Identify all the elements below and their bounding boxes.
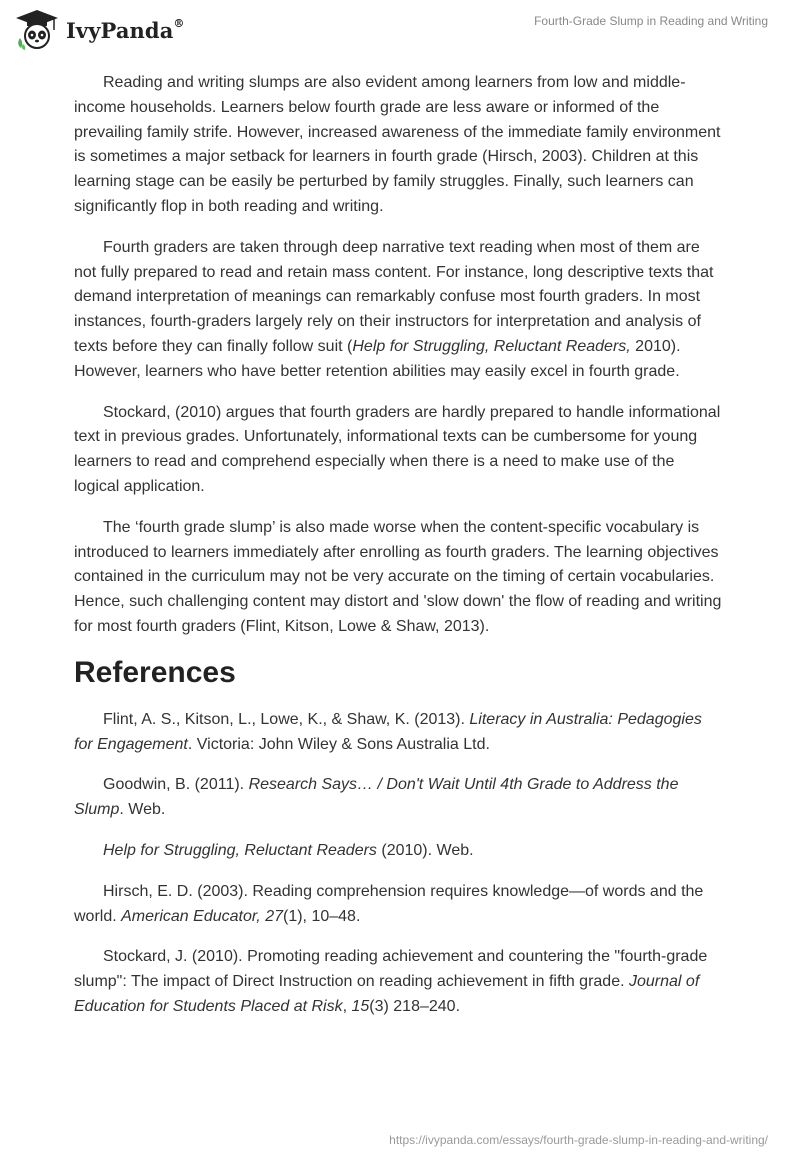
reference-volume: 15 — [351, 997, 370, 1015]
reference-text-end: (3) 218–240. — [369, 997, 461, 1015]
paragraph-1: Reading and writing slumps are also evident among learners from low and middle-income households. Learners below fourth grade are less aware or informed of the prevailing family strife. However, increased awareness of the immediate family environment is sometimes a major setback for learners in fourth grade (Hirsch, 2003). Children at this learning stage can be easily be perturbed by family struggles. Finally, such learners can significantly flop in both reading and writing. — [74, 74, 721, 215]
reference-item — [74, 839, 724, 864]
page-header — [0, 0, 800, 70]
reference-item — [74, 773, 724, 823]
reference-title: Help for Struggling, Reluctant Readers — [103, 841, 377, 859]
reference-item — [74, 880, 724, 930]
references-heading: References — [74, 655, 236, 689]
paragraph-2-text: Fourth graders are taken through deep narrative text reading when most of them are not fully prepared to read and retain mass content. For instance, long descriptive texts that demand interpretation of meanings can remarkably confuse most fourth graders. In most instances, fourth-graders largely rely on their instructors for interpretation and analysis of texts before they can finally follow suit ( — [74, 238, 714, 355]
reference-text-end: (1), 10–48. — [283, 907, 361, 925]
paragraph-2 — [74, 236, 724, 385]
registered-mark: ® — [173, 16, 185, 30]
essay-content — [74, 71, 724, 1036]
reference-text: Goodwin, B. (2011). — [103, 776, 249, 794]
reference-title: Research Says… / Don't Wait Until 4th Grade to Address the Slump — [74, 776, 679, 819]
paragraph-4: The ‘fourth grade slump’ is also made worse when the content-specific vocabulary is introduced to learners immediately after enrolling as fourth graders. The learning objectives contained in the curriculum may not be very accurate on the timing of certain vocabularies. Hence, such challenging content may distort and 'slow down' the flow of reading and writing for most fourth graders (Flint, Kitson, Lowe & Shaw, 2013). — [74, 518, 722, 635]
reference-title: Journal of Education for Students Placed at Risk — [74, 973, 700, 1015]
brand-text: IvyPanda — [66, 17, 174, 43]
reference-separator: , — [342, 997, 352, 1015]
reference-item — [74, 708, 724, 758]
panda-graduate-icon — [14, 8, 60, 50]
paragraph-3: Stockard, (2010) argues that fourth graders are hardly prepared to handle informational text in previous grades. Unfortunately, informational texts can be cumbersome for young learners to read and comprehend especially when there is a need to make use of the logical application. — [74, 403, 721, 495]
reference-title: American Educator, 27 — [121, 907, 283, 925]
paragraph-2-italic-citation: Help for Struggling, Reluctant Readers, — [352, 337, 631, 355]
reference-text-end: (2010). Web. — [376, 841, 474, 859]
ivypanda-logo[interactable] — [14, 8, 185, 50]
reference-item — [74, 945, 724, 1019]
source-url[interactable]: https://ivypanda.com/essays/fourth-grade-slump-in-reading-and-writing/ — [389, 1133, 768, 1147]
brand-name — [66, 18, 185, 43]
reference-text: Stockard, J. (2010). Promoting reading achievement and countering the "fourth-grade slump": The impact of Direct Instruction on reading achievement in fifth grade. — [74, 948, 708, 991]
reference-text-end: . Victoria: John Wiley & Sons Australia Ltd. — [187, 735, 490, 753]
reference-title: Literacy in Australia: Pedagogies for Engagement — [74, 710, 702, 753]
reference-text-end: . Web. — [119, 801, 166, 819]
document-title: Fourth-Grade Slump in Reading and Writing — [534, 14, 768, 28]
paragraph-2-text-end: 2010). However, learners who have better retention abilities may easily excel in fourth grade. — [74, 337, 681, 380]
reference-text: Hirsch, E. D. (2003). Reading comprehension requires knowledge—of words and the world. — [74, 882, 704, 925]
reference-text: Flint, A. S., Kitson, L., Lowe, K., & Shaw, K. (2013). — [103, 710, 470, 728]
